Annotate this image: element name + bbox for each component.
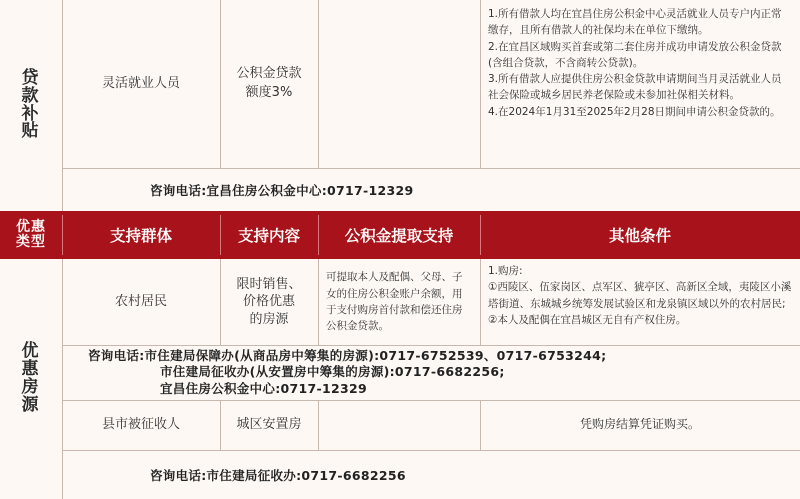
expropriated-conditions-cell: 凭购房结算凭证购买。 [579,417,700,432]
header-col-group: 支持群体 [109,227,172,245]
header-type-label: 优惠 类型 [16,219,46,250]
rural-withdraw-cell [318,259,480,345]
rural-group-cell [62,259,220,345]
grid-line [318,0,319,168]
header-col-conditions: 其他条件 [608,227,671,245]
loan-group-label: 灵活就业人员 [101,75,180,91]
rural-conditions-cell: 1.购房: ①西陵区、伍家岗区、点军区、猇亭区、高新区全域，夷陵区小溪塔街道、东城城乡统筹发展试验区和龙泉镇区域以外的农村居民; ②本人及配偶在宜昌城区无自有产权住房。 [488,265,792,326]
expropriated-withdraw-cell [318,400,480,450]
grid-line [480,0,481,168]
grid-line [62,0,63,211]
loan-condition-4: 4.在2024年1月31至2025年2月28日期间申请公积金贷款的。 [488,105,781,118]
rural-withdraw-text: 可提取本人及配偶、父母、子女的住房公积金账户余额，用于支付购房首付款和偿还住房公积金贷款。 [326,271,463,333]
expropriated-group-cell: 县市被征收人 [101,416,180,432]
rural-content-cell: 限时销售、 价格优惠 的房源 [236,276,302,327]
header-col-withdraw: 公积金提取支持 [344,227,454,245]
loan-condition-2: 2.在宜昌区域购买首套或第二套住房并成功申请发放公积金贷款(含组合贷款，不含商转公贷款)。 [488,40,782,69]
grid-line [318,400,319,450]
loan-condition-3: 3.所有借款人应提供住房公积金贷款申请期间当月灵活就业人员社会保险或城乡居民养老保险或未参加社保相关材料。 [488,73,782,102]
grid-line [62,168,800,169]
grid-line [62,259,63,499]
grid-line [62,345,800,346]
grid-line [220,0,221,168]
header-col-content: 支持内容 [237,227,300,245]
grid-line [62,450,800,451]
grid-line [220,259,221,345]
loan-withdraw-cell [318,0,480,168]
grid-line [480,259,481,345]
rural-group-label: 农村居民 [114,293,167,309]
header-divider [220,215,221,255]
housing-phone-row-2: 咨询电话:市住建局征收办:0717-6682256 [150,467,406,483]
grid-line [220,400,221,450]
housing-phone-row-1 [62,345,800,400]
housing-phone-line-1: 咨询电话:市住建局保障办(从商品房中筹集的房源):0717-6752539、0717-6753244; [88,348,607,364]
header-divider [62,215,63,255]
grid-line [62,400,800,401]
loan-content-cell [220,0,318,168]
loan-subsidy-side-label: 贷 款 补 贴 [21,67,41,142]
header-divider [318,215,319,255]
loan-phone-text: 咨询电话:宜昌住房公积金中心:0717-12329 [150,182,414,198]
loan-group-cell [62,0,220,168]
loan-conditions-cell [480,0,800,168]
loan-condition-1: 1.所有借款人均在宜昌住房公积金中心灵活就业人员专户内正常缴存，且所有借款人的社保均未在单位下缴纳。 [488,8,782,37]
expropriated-content-cell: 城区安置房 [236,416,302,432]
housing-source-side-label: 优 惠 房 源 [21,341,41,415]
header-divider [480,215,481,255]
grid-line [480,400,481,450]
housing-phone-line-2: 市住建局征收办(从安置房中筹集的房源):0717-6682256; [160,364,505,380]
housing-phone-line-3: 宜昌住房公积金中心:0717-12329 [160,380,367,396]
loan-phone-row [62,168,800,211]
loan-content-line-1: 公积金贷款 [236,66,302,82]
grid-line [318,259,319,345]
loan-content-line-2: 额度3% [245,85,293,100]
